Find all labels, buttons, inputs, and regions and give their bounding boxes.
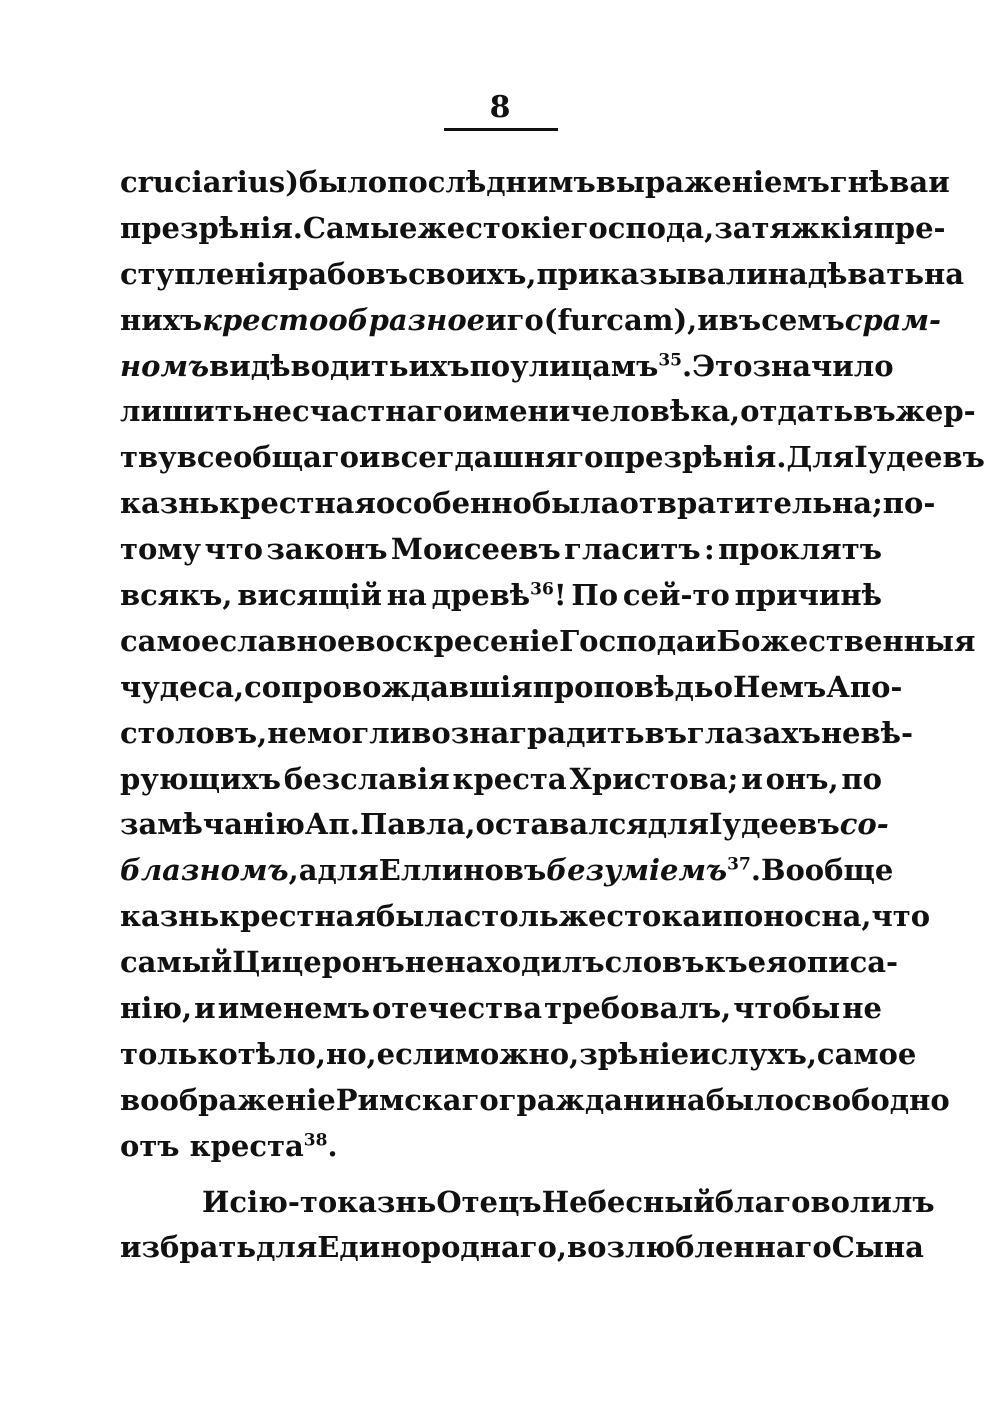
text-line <box>120 986 882 1032</box>
footnote-reference: 35 <box>658 349 682 370</box>
text-line <box>120 711 914 757</box>
word: Самые <box>302 210 418 245</box>
word: (furcam), <box>543 302 698 337</box>
word: Моисеевъ <box>390 532 561 567</box>
word: видѣ <box>209 348 291 383</box>
word: рабовъ <box>287 256 409 291</box>
text-line <box>120 1180 935 1226</box>
word: вознаградить <box>411 715 645 750</box>
word: номъ <box>120 348 210 383</box>
word: господа, <box>570 210 715 245</box>
word: Господа <box>559 623 695 658</box>
word: Цицеронъ <box>232 945 405 980</box>
word: въ <box>644 715 687 750</box>
word: столь <box>463 899 559 934</box>
word: древѣ$^{36}$! <box>431 578 567 613</box>
word: зрѣніе <box>579 1036 690 1071</box>
word: срам- <box>844 302 942 337</box>
word: лишить <box>120 394 253 429</box>
word: Отецъ <box>436 1184 542 1219</box>
word: крестная <box>219 899 376 934</box>
word: благоволилъ <box>714 1184 935 1219</box>
word: по <box>469 348 511 383</box>
word: свободно <box>793 1082 950 1117</box>
word: Божественныя <box>716 623 976 658</box>
word: Павла, <box>359 807 476 842</box>
page-number-rule <box>444 128 558 131</box>
word: приказывали <box>536 256 768 291</box>
word: если <box>376 1036 455 1071</box>
text-line <box>120 894 931 940</box>
word: безуміемъ$^{37}$. <box>546 853 761 888</box>
word: только <box>120 1036 238 1071</box>
word: воображеніе <box>120 1082 336 1117</box>
text-line <box>120 344 894 390</box>
word: тяжкія <box>751 210 874 245</box>
word: и <box>697 302 719 337</box>
word: всеобщаго <box>176 440 359 475</box>
word: : <box>703 532 715 567</box>
text-line <box>120 206 946 252</box>
word: Для <box>786 440 855 475</box>
word: была <box>531 486 620 521</box>
word: ступленія <box>120 256 288 291</box>
word: тому <box>120 532 202 567</box>
word: Апо- <box>826 669 903 704</box>
word: послѣднимъ <box>387 165 596 199</box>
word: казнь <box>337 1184 437 1219</box>
text-line <box>120 435 985 481</box>
word: въ <box>853 394 896 429</box>
word: креста <box>452 761 567 796</box>
word: сей-то <box>622 578 730 613</box>
word: описа- <box>787 945 899 980</box>
word: crucіarіus) <box>120 165 299 199</box>
word: что <box>204 532 264 567</box>
word: ихъ <box>408 348 470 383</box>
word: своихъ, <box>408 256 537 291</box>
word: казнь <box>120 486 220 521</box>
word: чудеса, <box>120 669 245 704</box>
word: къ <box>704 945 748 980</box>
word: отечества <box>372 991 543 1026</box>
word: что <box>871 899 931 934</box>
word: улицамъ$^{35}$. <box>510 348 693 383</box>
word: И <box>202 1184 230 1219</box>
word: отвратительна; <box>619 486 883 521</box>
text-line <box>120 848 894 894</box>
text-line <box>120 940 899 986</box>
paragraph <box>120 160 985 1170</box>
word: презрѣнія. <box>603 440 787 475</box>
word: и <box>741 761 763 796</box>
word: Небесный <box>541 1184 715 1219</box>
footnote-reference: 38 <box>303 1130 328 1151</box>
word: славное <box>219 623 356 658</box>
word: Христова; <box>569 761 739 796</box>
word: отъ <box>120 1128 180 1163</box>
word: нихъ <box>120 302 203 337</box>
text-line <box>120 252 965 298</box>
word: можно, <box>454 1036 580 1071</box>
word: требовалъ, <box>544 991 732 1026</box>
text-line <box>120 481 936 527</box>
word: тѣло, <box>237 1036 326 1071</box>
word: безславія <box>283 761 450 796</box>
word: Немъ <box>732 669 827 704</box>
word: проклятъ <box>718 532 882 567</box>
word: для <box>647 807 709 842</box>
word: глазахъ <box>686 715 821 750</box>
word: Вообще <box>760 853 894 888</box>
word: жер- <box>895 394 976 429</box>
word: семъ <box>761 302 845 337</box>
word: иго <box>485 302 544 337</box>
text-line <box>120 619 976 665</box>
word: за <box>714 210 752 245</box>
text-line <box>120 573 882 619</box>
word: нію, <box>120 991 193 1026</box>
word: для <box>317 853 379 888</box>
word: Еллиновъ <box>378 853 547 888</box>
word: воскресеніе <box>355 623 560 658</box>
word: о <box>713 669 733 704</box>
word: избрать <box>120 1230 257 1265</box>
word: самый <box>120 945 233 980</box>
text-line <box>120 1124 882 1170</box>
word: крестообразное <box>202 302 486 337</box>
paragraph <box>120 1180 935 1272</box>
word: для <box>256 1230 318 1265</box>
word: ея <box>747 945 788 980</box>
text-line <box>120 1032 917 1078</box>
word: на <box>386 578 427 613</box>
word: и <box>694 623 717 658</box>
word: оставался <box>475 807 648 842</box>
text-line <box>120 389 976 435</box>
word: было <box>298 165 388 199</box>
word: и <box>928 165 950 199</box>
word: человѣка, <box>570 394 741 429</box>
word: причинѣ <box>734 578 882 613</box>
word: отдать <box>740 394 854 429</box>
text-line <box>120 160 950 206</box>
word: висящій <box>237 578 382 613</box>
word: по- <box>882 486 936 521</box>
word: гражданина <box>498 1082 706 1117</box>
word: особенно <box>375 486 532 521</box>
word: не <box>842 991 882 1026</box>
word: Іудеевъ <box>708 807 840 842</box>
text-line <box>120 665 903 711</box>
word: находилъ <box>444 945 605 980</box>
word: и <box>358 440 381 475</box>
word: блазномъ, <box>120 853 299 888</box>
word: Римскаго <box>335 1082 499 1117</box>
word: всегдашняго <box>380 440 604 475</box>
word: онъ, <box>765 761 839 796</box>
word: сопровождавшія <box>244 669 533 704</box>
word: имени <box>462 394 571 429</box>
word: крестная <box>219 486 376 521</box>
page-number: 8 <box>489 90 511 125</box>
word: казнь <box>120 899 220 934</box>
word: слухъ, <box>710 1036 817 1071</box>
word: со- <box>839 807 889 842</box>
word: Ап. <box>304 807 360 842</box>
word: самое <box>120 623 220 658</box>
word: надѣвать <box>767 256 924 291</box>
word: всякъ, <box>120 578 233 613</box>
word: значило <box>752 348 894 383</box>
word: было <box>705 1082 794 1117</box>
word: столовъ, <box>120 715 268 750</box>
word: чтобы <box>733 991 841 1026</box>
word: словъ <box>604 945 705 980</box>
text-line <box>120 802 889 848</box>
word: поносна, <box>722 899 872 934</box>
text-line <box>120 757 882 803</box>
word: Іудеевъ <box>854 440 985 475</box>
word: на <box>924 256 965 291</box>
word: презрѣнія. <box>120 210 303 245</box>
word: гнѣва <box>829 165 929 199</box>
word: По <box>571 578 619 613</box>
word: возлюбленнаго <box>566 1230 832 1265</box>
text-line <box>120 527 882 573</box>
word: рующихъ <box>120 761 282 796</box>
word: креста$^{38}$. <box>189 1128 338 1163</box>
word: и <box>194 991 216 1026</box>
word: и <box>701 899 723 934</box>
word: не <box>404 945 445 980</box>
word: самое <box>816 1036 917 1071</box>
word: пре- <box>873 210 946 245</box>
word: замѣчанію <box>120 807 305 842</box>
word: водить <box>290 348 409 383</box>
word: жестокіе <box>417 210 571 245</box>
word: сію-то <box>229 1184 338 1219</box>
word: выраженіемъ <box>595 165 830 199</box>
word: Это <box>692 348 753 383</box>
word: законъ <box>266 532 388 567</box>
text-line <box>120 298 942 344</box>
word: но, <box>325 1036 377 1071</box>
footnote-reference: 37 <box>727 854 751 875</box>
word: и <box>689 1036 711 1071</box>
text-line <box>120 1078 950 1124</box>
word: тву <box>120 440 177 475</box>
word: по <box>841 761 882 796</box>
word: Сына <box>831 1230 924 1265</box>
word: невѣ- <box>820 715 914 750</box>
body-text <box>120 160 985 1271</box>
word: въ <box>718 302 762 337</box>
word: могли <box>306 715 412 750</box>
word: проповѣдь <box>532 669 714 704</box>
word: не <box>267 715 307 750</box>
word: Единороднаго, <box>317 1230 567 1265</box>
text-line <box>120 1225 924 1271</box>
word: жестока <box>558 899 702 934</box>
word: гласитъ <box>564 532 701 567</box>
word: несчастнаго <box>252 394 463 429</box>
word: а <box>298 853 318 888</box>
word: именемъ <box>217 991 370 1026</box>
word: была <box>375 899 464 934</box>
footnote-reference: 36 <box>530 579 554 600</box>
